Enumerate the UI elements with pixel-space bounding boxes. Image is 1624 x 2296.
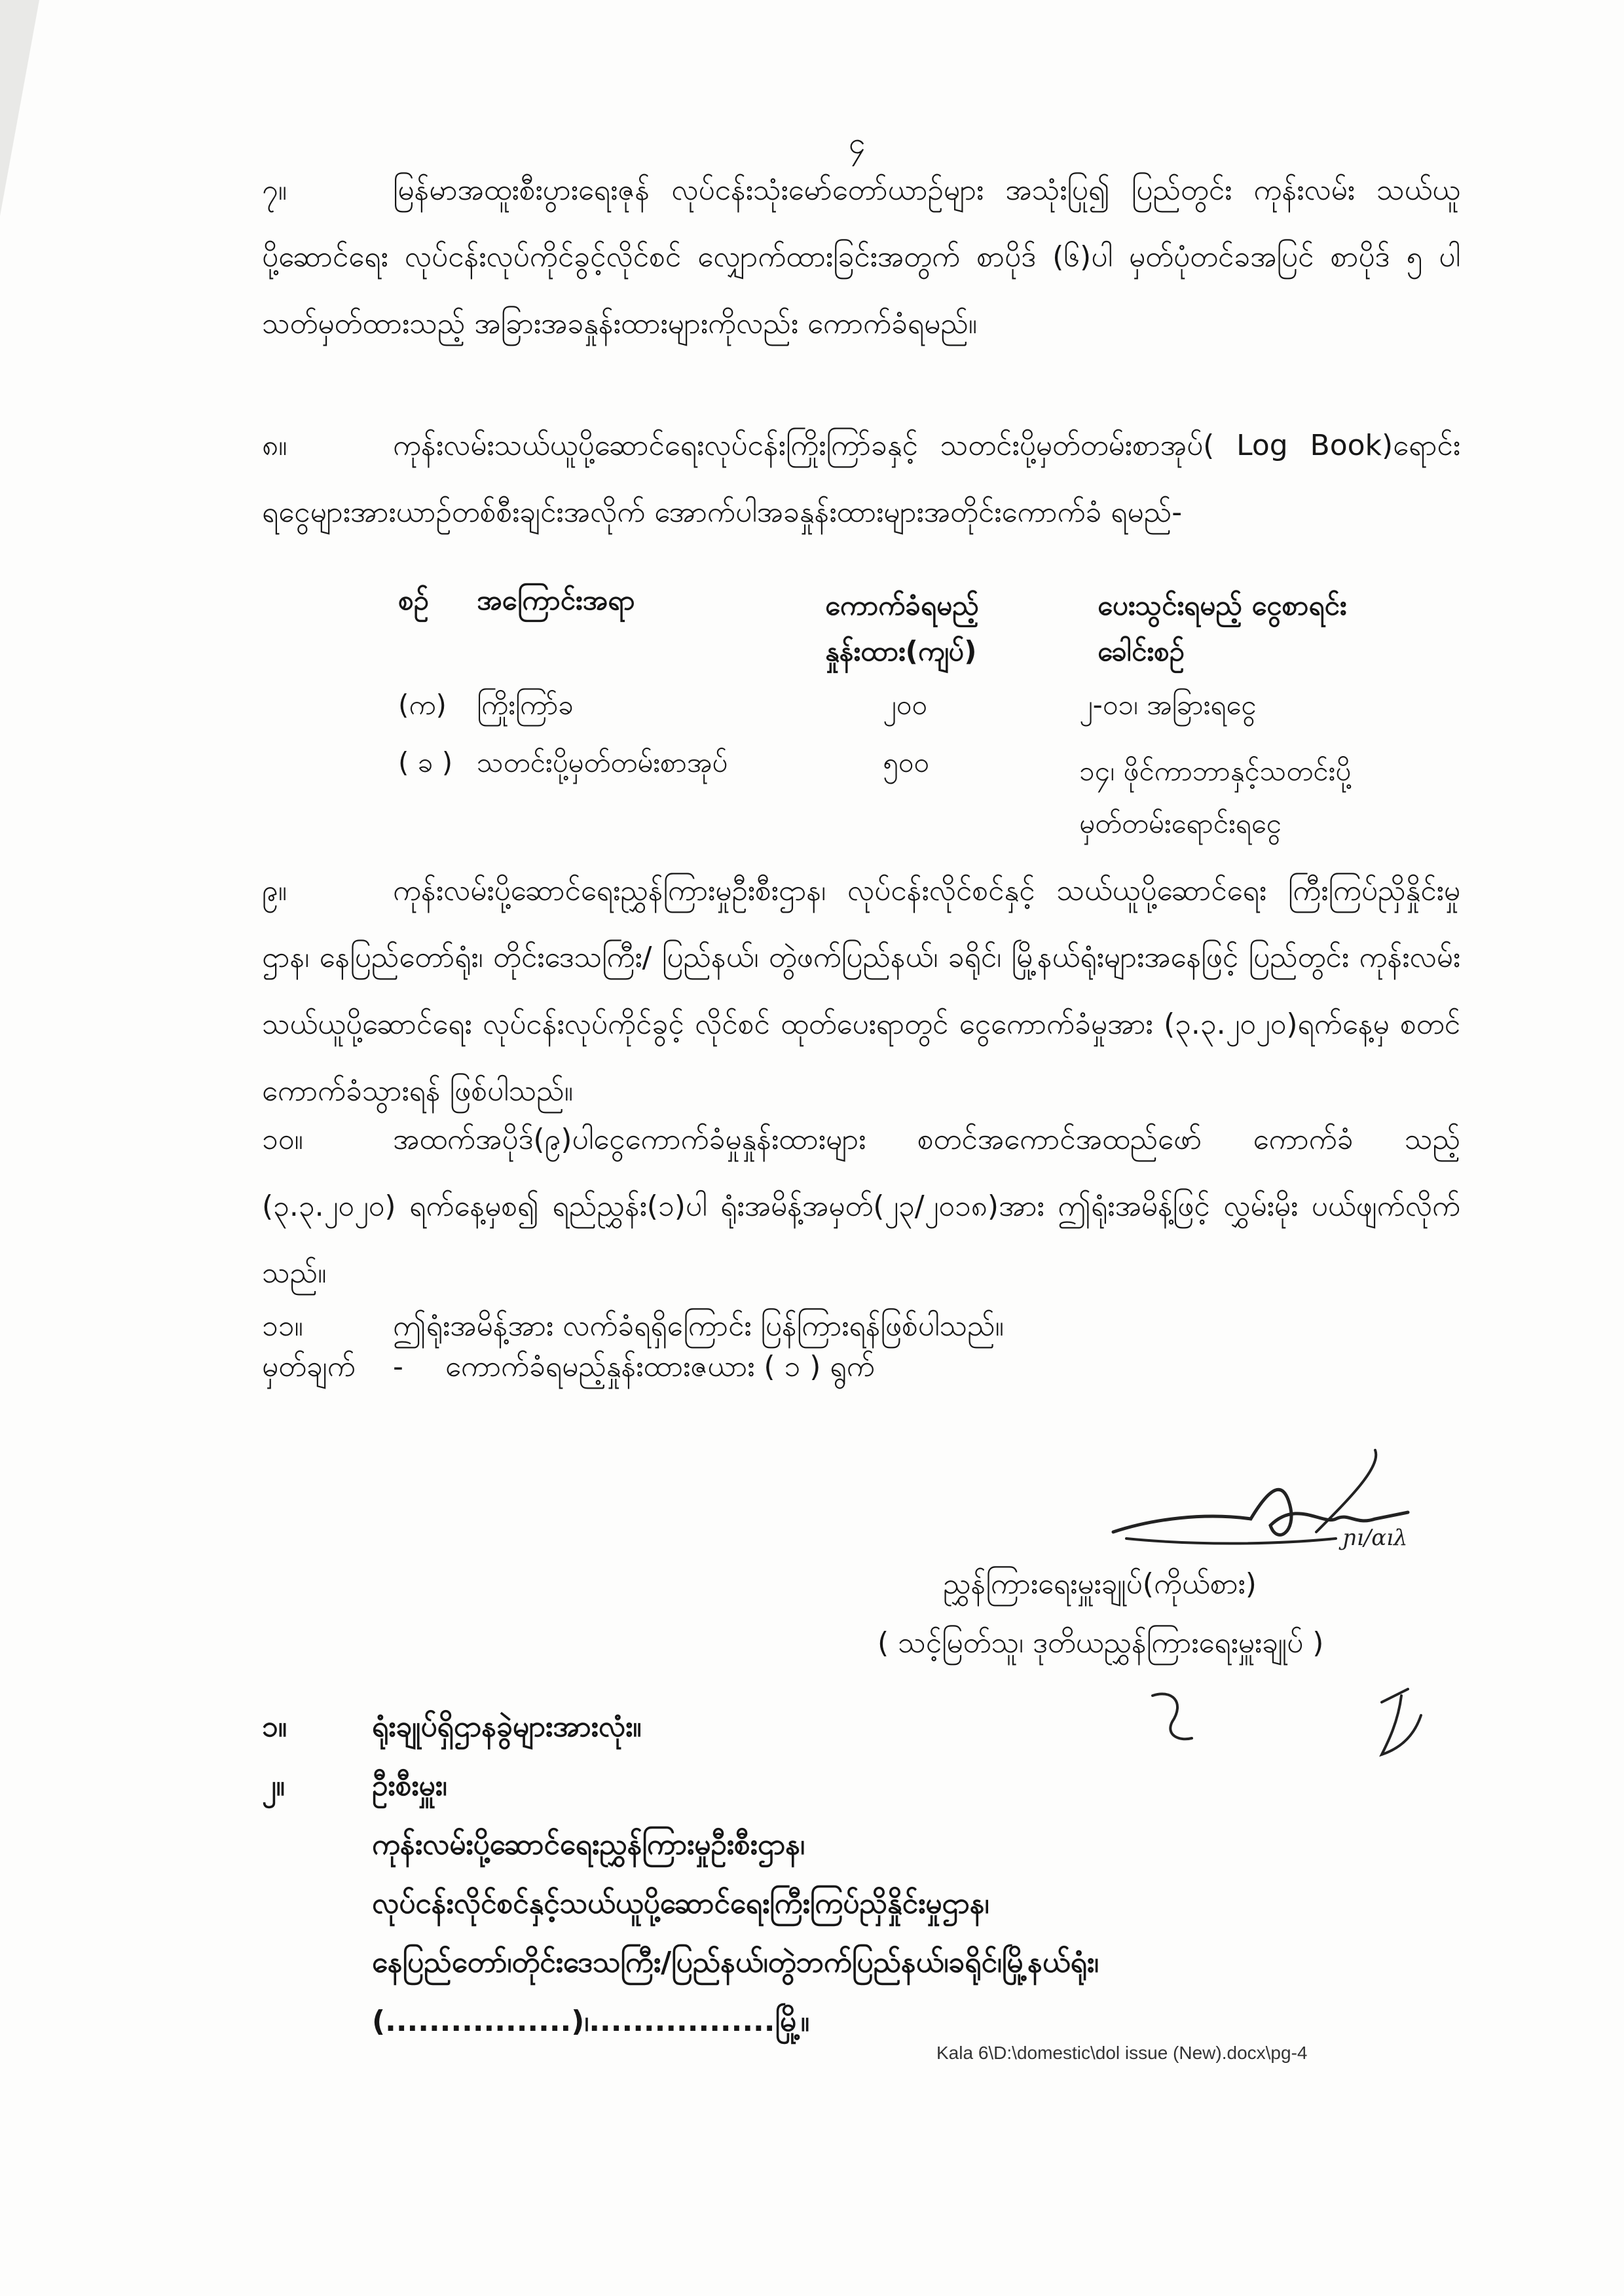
note-dash: - xyxy=(393,1350,403,1383)
paragraph-number: ၁၁။ xyxy=(262,1309,303,1343)
table-cell-item: သတင်းပို့မှတ်တမ်းစာအုပ် xyxy=(477,746,728,778)
signature-name: ( သင့်မြတ်သူ၊ ဒုတိယညွှန်ကြားရေးမှူးချုပ် ) xyxy=(877,1626,1324,1660)
initial-mark xyxy=(1139,1676,1218,1755)
page-corner-fold xyxy=(0,0,39,216)
table-row xyxy=(398,745,1459,843)
table-header-cell: အကြောင်းအရာ xyxy=(477,584,635,616)
note-text: ကောက်ခံရမည့်နှုန်းထားဇယား ( ၁ ) ရွက် xyxy=(445,1350,875,1383)
initial-mark xyxy=(1362,1676,1441,1768)
paragraph-text: ကုန်းလမ်းသယ်ယူပို့ဆောင်ရေးလုပ်ငန်းကြိုးကြာ်ခနှင့် သတင်းပို့မှတ်တမ်းစာအုပ်( Log Book)ရောင်းရငွေများအားယာဉ်တစ်စီးချင်းအလိုက် အောက်ပါအခနှုန်းထားများအတိုင်းကောက်ခံ ရမည်- xyxy=(262,429,1460,529)
page-number: ၄ xyxy=(849,125,866,160)
paragraph-number: ၇။ xyxy=(262,173,287,207)
signature-title: ညွှန်ကြားရေးမှူးချုပ်(ကိုယ်စား) xyxy=(943,1567,1257,1601)
paragraph-7 xyxy=(262,157,1460,357)
svg-text:ɲı/ɑıλ: ɲı/ɑıλ xyxy=(1342,1525,1408,1551)
note-line xyxy=(262,1349,875,1391)
paragraph-text: ဤရုံးအမိန့်အား လက်ခံရရှိကြောင်း ပြန်ကြားရန်ဖြစ်ပါသည်။ xyxy=(393,1309,1004,1343)
table-cell-account: ၂-၀၁၊ အခြားရငွေ xyxy=(1079,689,1257,721)
distribution-line: ကုန်းလမ်းပို့ဆောင်ရေးညွှန်ကြားမှုဦးစီးဌာန၊ xyxy=(372,1828,805,1861)
paragraph-text: မြန်မာအထူးစီးပွားရေးဇုန် လုပ်ငန်းသုံးမော်တော်ယာဉ်များ အသုံးပြု၍ ပြည်တွင်း ကုန်းလမ်း သယ်ယူ ပို့ဆောင်ရေး လုပ်ငန်းလုပ်ကိုင်ခွင့်လိုင်စင် လျှောက်ထားခြင်းအတွက် စာပိုဒ် (၆)ပါ မှတ်ပုံတင်ခအပြင် စာပိုဒ် ၅ ပါ သတ်မှတ်ထားသည့် အခြားအခနှုန်းထားများကိုလည်း ကောက်ခံရမည်။ xyxy=(262,173,1460,340)
distribution-line: (.................)၊.................မြို့။ xyxy=(372,2005,810,2038)
paragraph-10 xyxy=(262,1106,1460,1307)
table-cell-rate: ၅၀၀ xyxy=(883,746,929,778)
distribution-number: ၁။ xyxy=(262,1710,287,1743)
distribution-text: ရုံးချုပ်ရှိဌာနခွဲများအားလုံး။ xyxy=(372,1710,642,1743)
table-cell-no: (က) xyxy=(398,689,447,721)
paragraph-9 xyxy=(262,858,1460,1125)
paragraph-text: အထက်အပိုဒ်(၉)ပါငွေကောက်ခံမှုနှုန်းထားများ စတင်အကောင်အထည်ဖော် ကောက်ခံ သည့် (၃.၃.၂၀၂၀) ရက်နေ့မှစ၍ ရည်ညွှန်း(၁)ပါ ရုံးအမိန့်အမှတ်(၂၃/၂၀၁၈)အား ဤရုံးအမိန့်ဖြင့် လွှမ်းမိုး ပယ်ဖျက်လိုက်သည်။ xyxy=(262,1123,1460,1290)
table-header-cell: စဉ် xyxy=(398,584,429,616)
table-cell-item: ကြိုးကြာ်ခ xyxy=(477,689,574,721)
paragraph-8 xyxy=(262,412,1460,546)
distribution-text: ဦးစီးမှူး၊ xyxy=(372,1769,447,1802)
table-header-cell: ပေးသွင်းရမည့် ငွေစာရင်းခေါင်းစဉ် xyxy=(1098,589,1347,667)
paragraph-number: ၈။ xyxy=(262,429,287,462)
table-cell-no: ( ခ ) xyxy=(398,746,453,778)
distribution-item-2 xyxy=(262,1768,447,1810)
distribution-number: ၂။ xyxy=(262,1769,285,1802)
table-row xyxy=(398,687,1459,733)
paragraph-number: ၉။ xyxy=(262,874,287,907)
paragraph-text: ကုန်းလမ်းပို့ဆောင်ရေးညွှန်ကြားမှုဦးစီးဌာန၊ လုပ်ငန်းလိုင်စင်နှင့် သယ်ယူပို့ဆောင်ရေး ကြီးကြပ်ညှိနှိုင်းမှုဌာန၊ နေပြည်တော်ရုံး၊ တိုင်းဒေသကြီး/ ပြည်နယ်၊ တွဲဖက်ပြည်နယ်၊ ခရိုင်၊ မြို့နယ်ရုံးများအနေဖြင့် ပြည်တွင်း ကုန်းလမ်း သယ်ယူပို့ဆောင်ရေး လုပ်ငန်းလုပ်ကိုင်ခွင့် လိုင်စင် ထုတ်ပေးရာတွင် ငွေကောက်ခံမှုအား (၃.၃.၂၀၂၀)ရက်နေ့မှ စတင်ကောက်ခံသွားရန် ဖြစ်ပါသည်။ xyxy=(262,874,1460,1108)
distribution-line: လုပ်ငန်းလိုင်စင်နှင့်သယ်ယူပို့ဆောင်ရေးကြီးကြပ်ညှိနှိုင်းမှုဌာန၊ xyxy=(372,1887,989,1920)
table-cell-rate: ၂၀၀ xyxy=(883,689,927,721)
table-header-row xyxy=(398,583,1459,667)
distribution-line: နေပြည်တော်၊တိုင်းဒေသကြီး/ပြည်နယ်၊တွဲဘက်ပြည်နယ်၊ခရိုင်၊မြို့နယ်ရုံး၊ xyxy=(372,1946,1099,1979)
paragraph-number: ၁၀။ xyxy=(262,1123,303,1156)
distribution-item-1 xyxy=(262,1709,642,1751)
note-label: မှတ်ချက် xyxy=(262,1350,356,1383)
footer-file-path: Kala 6\D:\domestic\dol issue (New).docx\pg-4 xyxy=(936,2043,1308,2063)
table-cell-account: ၁၄၊ ဖိုင်ကာဘာနှင့်သတင်းပို့ မှတ်တမ်းရောင်းရငွေ xyxy=(1079,755,1352,839)
table-header-cell: ကောက်ခံရမည့် နှုန်းထား(ကျပ်) xyxy=(825,589,979,667)
